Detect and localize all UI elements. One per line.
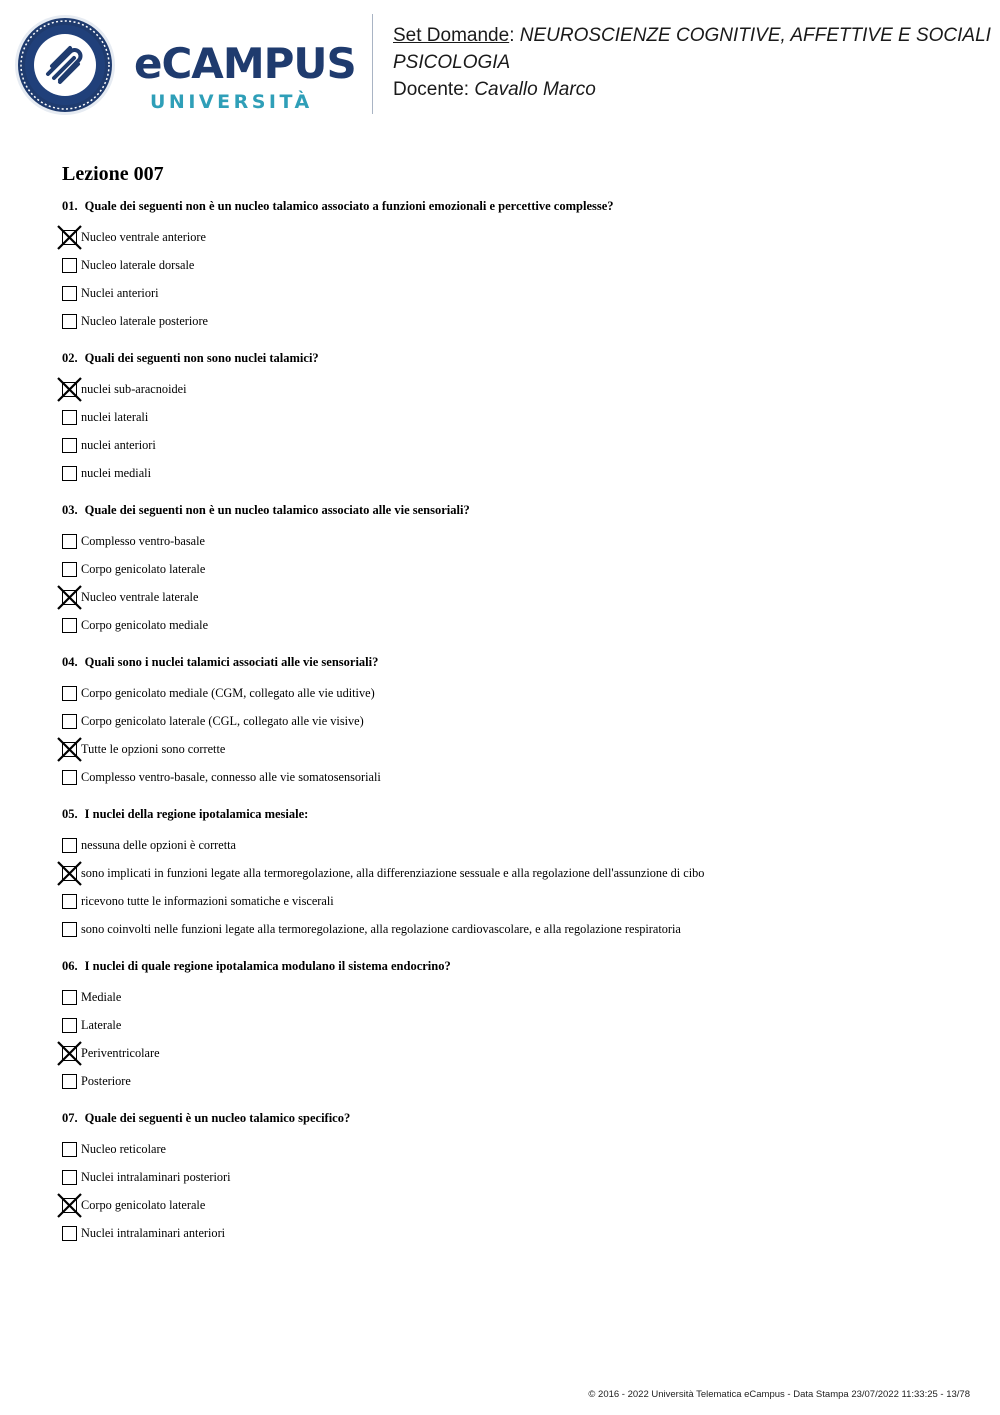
checkbox[interactable] bbox=[62, 410, 77, 425]
answer-text: Corpo genicolato laterale (CGL, collegato alle vie visive) bbox=[81, 713, 364, 728]
answer-option[interactable] bbox=[62, 251, 962, 279]
checkbox[interactable] bbox=[62, 1142, 77, 1157]
checkbox[interactable] bbox=[62, 562, 77, 577]
answer-option[interactable] bbox=[62, 887, 962, 915]
answer-text: Complesso ventro-basale bbox=[81, 533, 205, 548]
question-title bbox=[62, 198, 962, 214]
answer-option[interactable] bbox=[62, 375, 962, 403]
question-title bbox=[62, 654, 962, 670]
answer-option[interactable] bbox=[62, 1163, 962, 1191]
question-text: Quali sono i nuclei talamici associati alle vie sensoriali? bbox=[84, 655, 379, 669]
question bbox=[62, 654, 962, 791]
question-text: Quali dei seguenti non sono nuclei talamici? bbox=[84, 351, 319, 365]
question-title bbox=[62, 502, 962, 518]
answer-option[interactable] bbox=[62, 707, 962, 735]
answer-option[interactable] bbox=[62, 403, 962, 431]
checkbox-checked[interactable] bbox=[62, 1046, 77, 1061]
answer-text: Corpo genicolato laterale bbox=[81, 1197, 206, 1212]
answer-option[interactable] bbox=[62, 763, 962, 791]
course-name: PSICOLOGIA bbox=[393, 52, 511, 73]
answer-option[interactable] bbox=[62, 1011, 962, 1039]
set-label: Set Domande bbox=[393, 25, 510, 46]
checkbox[interactable] bbox=[62, 466, 77, 481]
set-line bbox=[393, 22, 991, 49]
question-number: 03. bbox=[62, 503, 78, 517]
cross-mark-icon bbox=[57, 1193, 82, 1218]
answer-text: ricevono tutte le informazioni somatiche e viscerali bbox=[81, 893, 334, 908]
answer-option[interactable] bbox=[62, 223, 962, 251]
answer-option[interactable] bbox=[62, 983, 962, 1011]
question bbox=[62, 502, 962, 639]
checkbox[interactable] bbox=[62, 1018, 77, 1033]
cross-mark-icon bbox=[57, 1041, 82, 1066]
question bbox=[62, 806, 962, 943]
question-number: 05. bbox=[62, 807, 78, 821]
answer-option[interactable] bbox=[62, 307, 962, 335]
answer-text: nuclei anteriori bbox=[81, 437, 156, 452]
question-number: 01. bbox=[62, 199, 78, 213]
checkbox[interactable] bbox=[62, 1170, 77, 1185]
answer-option[interactable] bbox=[62, 1039, 962, 1067]
checkbox-checked[interactable] bbox=[62, 230, 77, 245]
set-title: NEUROSCIENZE COGNITIVE, AFFETTIVE E SOCIALI bbox=[519, 25, 991, 46]
answer-text: Posteriore bbox=[81, 1073, 131, 1088]
answer-option[interactable] bbox=[62, 831, 962, 859]
question-title bbox=[62, 1110, 962, 1126]
quiz-content bbox=[62, 160, 962, 1262]
answer-text: sono coinvolti nelle funzioni legate alla termoregolazione, alla regolazione cardiovascolare, e alla regolazione respiratoria bbox=[81, 921, 681, 936]
answer-text: Corpo genicolato laterale bbox=[81, 561, 206, 576]
teacher-line bbox=[393, 76, 991, 103]
header-divider bbox=[372, 14, 373, 114]
question-title bbox=[62, 958, 962, 974]
answer-option[interactable] bbox=[62, 735, 962, 763]
checkbox[interactable] bbox=[62, 438, 77, 453]
question bbox=[62, 958, 962, 1095]
teacher-label: Docente: bbox=[393, 79, 470, 100]
answer-option[interactable] bbox=[62, 1067, 962, 1095]
checkbox[interactable] bbox=[62, 686, 77, 701]
answer-text: nuclei laterali bbox=[81, 409, 149, 424]
checkbox[interactable] bbox=[62, 1074, 77, 1089]
checkbox-checked[interactable] bbox=[62, 866, 77, 881]
answer-option[interactable] bbox=[62, 611, 962, 639]
checkbox[interactable] bbox=[62, 314, 77, 329]
checkbox[interactable] bbox=[62, 1226, 77, 1241]
answer-option[interactable] bbox=[62, 1219, 962, 1247]
lesson-title: Lezione 007 bbox=[62, 163, 164, 185]
answer-option[interactable] bbox=[62, 279, 962, 307]
answer-text: Nucleo laterale dorsale bbox=[81, 257, 195, 272]
answer-text: Nuclei anteriori bbox=[81, 285, 159, 300]
cross-mark-icon bbox=[57, 861, 82, 886]
answer-option[interactable] bbox=[62, 915, 962, 943]
university-seal-icon bbox=[14, 14, 116, 116]
cross-mark-icon bbox=[57, 377, 82, 402]
page-footer: © 2016 - 2022 Università Telematica eCampus - Data Stampa 23/07/2022 11:33:25 - 13/78 bbox=[588, 1389, 970, 1400]
checkbox[interactable] bbox=[62, 258, 77, 273]
logo-wordmark: eCAMPUS bbox=[134, 39, 356, 88]
checkbox[interactable] bbox=[62, 770, 77, 785]
answer-text: Nucleo ventrale anteriore bbox=[81, 229, 206, 244]
answer-text: Periventricolare bbox=[81, 1045, 160, 1060]
answer-text: Nuclei intralaminari anteriori bbox=[81, 1225, 226, 1240]
checkbox[interactable] bbox=[62, 714, 77, 729]
answer-text: Laterale bbox=[81, 1017, 122, 1032]
question-list bbox=[62, 198, 962, 1247]
checkbox[interactable] bbox=[62, 618, 77, 633]
cross-mark-icon bbox=[57, 737, 82, 762]
teacher-name: Cavallo Marco bbox=[474, 79, 596, 100]
question-text: Quale dei seguenti è un nucleo talamico specifico? bbox=[84, 1111, 351, 1125]
answer-option[interactable] bbox=[62, 583, 962, 611]
cross-mark-icon bbox=[57, 585, 82, 610]
checkbox-checked[interactable] bbox=[62, 1198, 77, 1213]
answer-text: Mediale bbox=[81, 989, 122, 1004]
answer-text: sono implicati in funzioni legate alla termoregolazione, alla differenziazione sessuale e alla regolazione dell'assunzione di cibo bbox=[81, 865, 705, 880]
header-info bbox=[393, 22, 991, 103]
answer-text: Corpo genicolato mediale (CGM, collegato alle vie uditive) bbox=[81, 685, 375, 700]
answer-option[interactable] bbox=[62, 527, 962, 555]
question-title bbox=[62, 806, 962, 822]
answer-option[interactable] bbox=[62, 431, 962, 459]
answer-option[interactable] bbox=[62, 859, 962, 887]
checkbox[interactable] bbox=[62, 894, 77, 909]
checkbox[interactable] bbox=[62, 922, 77, 937]
answer-text: nessuna delle opzioni è corretta bbox=[81, 837, 237, 852]
answer-text: Complesso ventro-basale, connesso alle vie somatosensoriali bbox=[81, 769, 381, 784]
answer-text: nuclei sub-aracnoidei bbox=[81, 381, 187, 396]
question-text: I nuclei della regione ipotalamica mesiale: bbox=[84, 807, 309, 821]
question bbox=[62, 1110, 962, 1247]
answer-text: Nuclei intralaminari posteriori bbox=[81, 1169, 231, 1184]
question-title bbox=[62, 350, 962, 366]
question-number: 04. bbox=[62, 655, 78, 669]
answer-text: Nucleo laterale posteriore bbox=[81, 313, 209, 328]
cross-mark-icon bbox=[57, 225, 82, 250]
answer-option[interactable] bbox=[62, 459, 962, 487]
answer-option[interactable] bbox=[62, 1191, 962, 1219]
question bbox=[62, 198, 962, 335]
checkbox[interactable] bbox=[62, 838, 77, 853]
page-header bbox=[0, 0, 1000, 130]
checkbox-checked[interactable] bbox=[62, 742, 77, 757]
checkbox-checked[interactable] bbox=[62, 382, 77, 397]
answer-option[interactable] bbox=[62, 679, 962, 707]
answer-text: Corpo genicolato mediale bbox=[81, 617, 209, 632]
question-number: 07. bbox=[62, 1111, 78, 1125]
question-number: 02. bbox=[62, 351, 78, 365]
checkbox[interactable] bbox=[62, 286, 77, 301]
set-separator: : bbox=[509, 25, 515, 46]
answer-text: Nucleo ventrale laterale bbox=[81, 589, 199, 604]
question bbox=[62, 350, 962, 487]
checkbox-checked[interactable] bbox=[62, 590, 77, 605]
checkbox[interactable] bbox=[62, 534, 77, 549]
ecampus-logo bbox=[14, 14, 364, 118]
answer-text: Tutte le opzioni sono corrette bbox=[81, 741, 226, 756]
checkbox[interactable] bbox=[62, 990, 77, 1005]
question-number: 06. bbox=[62, 959, 78, 973]
question-text: Quale dei seguenti non è un nucleo talamico associato a funzioni emozionali e percettive complesse? bbox=[84, 199, 614, 213]
answer-option[interactable] bbox=[62, 555, 962, 583]
answer-text: Nucleo reticolare bbox=[81, 1141, 167, 1156]
question-text: I nuclei di quale regione ipotalamica modulano il sistema endocrino? bbox=[84, 959, 451, 973]
logo-subtitle: UNIVERSITÀ bbox=[150, 91, 313, 113]
question-text: Quale dei seguenti non è un nucleo talamico associato alle vie sensoriali? bbox=[84, 503, 470, 517]
answer-option[interactable] bbox=[62, 1135, 962, 1163]
answer-text: nuclei mediali bbox=[81, 465, 151, 480]
